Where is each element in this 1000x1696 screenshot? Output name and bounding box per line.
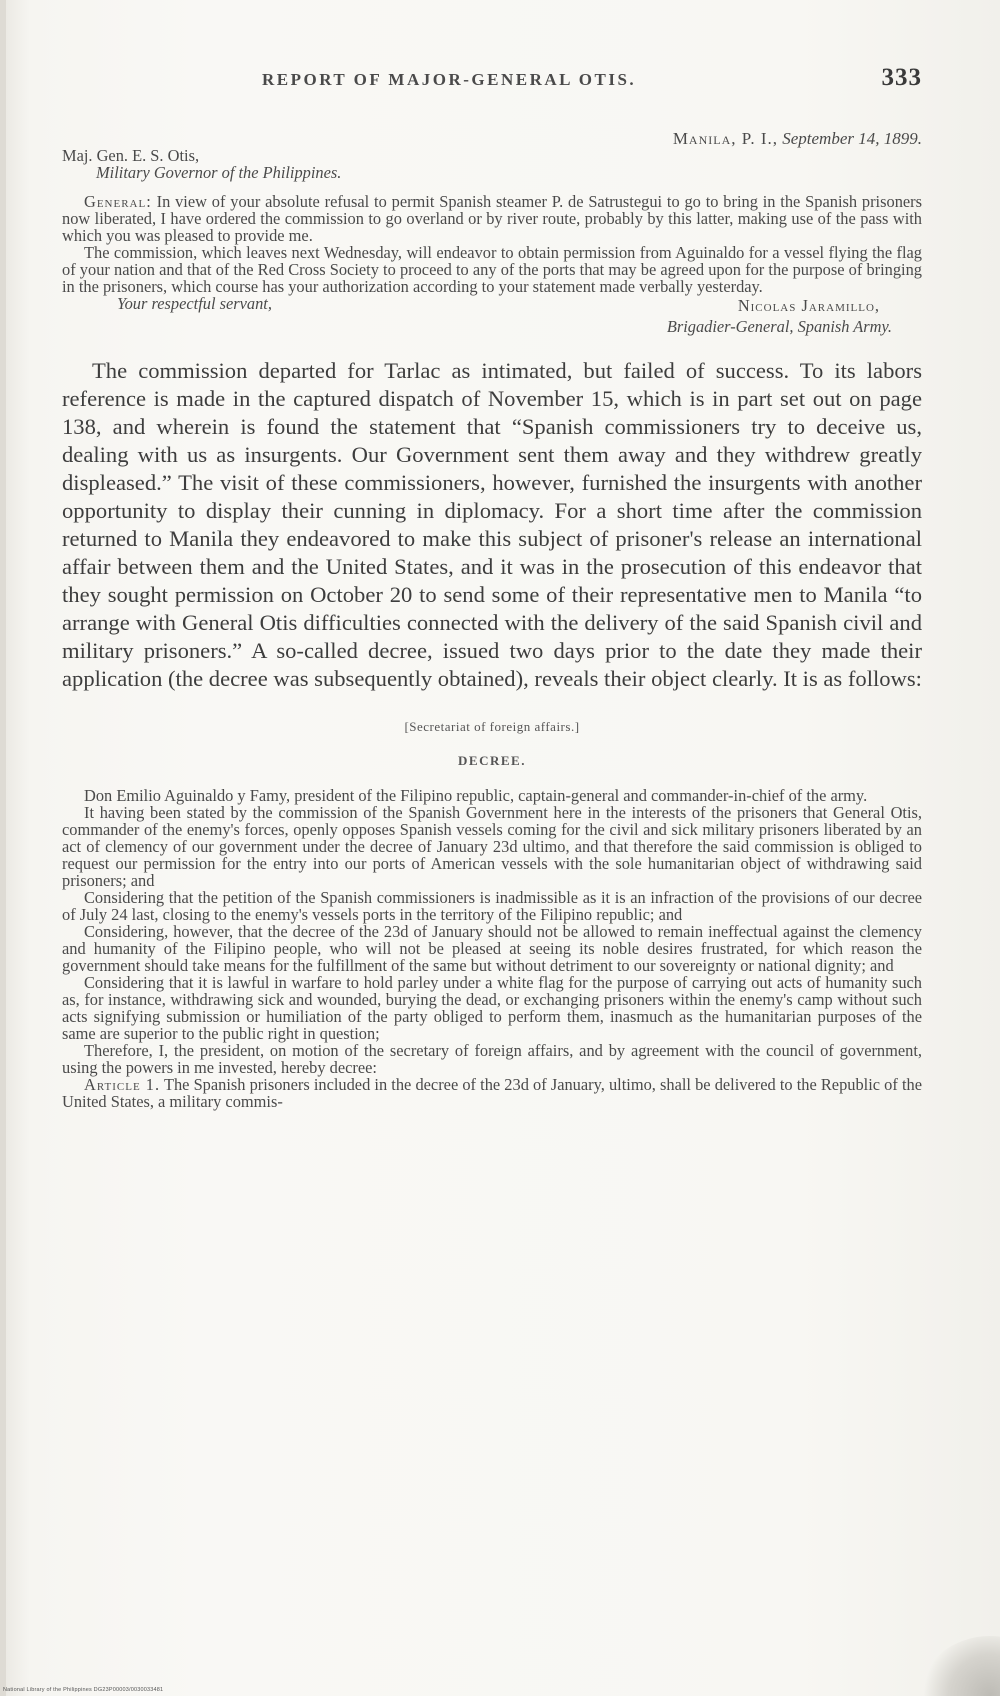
signer-title: Brigadier-General, Spanish Army. (666, 317, 892, 336)
decree-clause-1: It having been stated by the commission of the Spanish Government here in the interests of the prisoners that General Otis, commander of the enemy's forces, openly opposes Spanish vessels coming for the civil and sick military prisoners liberated by an act of clemency of our government under the decree of January 23d ultimo, and that therefore the said commission is obliged to request our permission for the entry into our ports of American vessels with the sole humanitarian object of withdrawing said prisoners; and (62, 803, 922, 890)
corner-shadow (920, 1636, 1000, 1696)
letter-closing: Your respectful servant, (117, 294, 272, 313)
page-content (62, 64, 922, 1110)
decree-intro: Don Emilio Aguinaldo y Famy, president of the Filipino republic, captain-general and commander-in-chief of the army. (84, 786, 868, 805)
decree-title: DECREE. (458, 753, 526, 768)
article-text: The Spanish prisoners included in the decree of the 23d of January, ultimo, shall be delivered to the Republic of the United States, a military commis- (62, 1075, 922, 1111)
salutation: General: (84, 192, 152, 211)
letter-signature (667, 295, 892, 337)
letter-paragraph-1 (62, 193, 922, 244)
decree-clause-2: Considering that the petition of the Spanish commissioners is inadmissible as it is an infraction of the provisions of our decree of July 24 last, closing to the enemy's vessels ports in the territory of the Filipino republic; and (62, 888, 922, 924)
letter-closing-row (62, 295, 922, 335)
addressee-name: Maj. Gen. E. S. Otis, (62, 146, 200, 165)
decree-clause-5: Therefore, I, the president, on motion of the secretary of foreign affairs, and by agreement with the council of government, using the powers in me invested, hereby decree: (62, 1041, 922, 1077)
library-stamp: National Library of the Philippines DG23P00003/0030033481 (3, 1687, 164, 1693)
addressee-title: Military Governor of the Philippines. (96, 163, 342, 182)
letter-addressee (62, 147, 922, 181)
decree-clause-3: Considering, however, that the decree of the 23d of January should not be allowed to remain ineffectual against the clemency and humanity of the Filipino people, who will not be pleased at seeing its noble desires frustrated, for which reason the government should take means for the fulfillment of the same but without detriment to our sovereignty or national dignity; and (62, 922, 922, 975)
narrative-paragraph: The commission departed for Tarlac as intimated, but failed of success. To its labors reference is made in the captured dispatch of November 15, which is in part set out on page 138, and wherein is found the statement that “Spanish commissioners try to deceive us, dealing with us as insurgents. Our Government sent them away and they withdrew greatly displeased.” The visit of these commissioners, however, furnished the insurgents with another opportunity to display their cunning in diplomacy. For a short time after the commission returned to Manila they endeavored to make this subject of prisoner's release an international affair between them and the United States, and it was in the prosecution of this endeavor that they sought permission on October 20 to send some of their representative men to Manila “to arrange with General Otis difficulties connected with the delivery of the said Spanish civil and military prisoners.” A so-called decree, issued two days prior to the date they made their application (the decree was subsequently obtained), reveals their object clearly. It is as follows: (62, 358, 922, 691)
decree-clause-4: Considering that it is lawful in warfare to hold parley under a white flag for the purpose of carrying out acts of humanity such as, for instance, withdrawing sick and wounded, burying the dead, or exchanging prisoners within the enemy's camp without such acts signifying submission or humiliation of the party obliged to perform them, inasmuch as the humanitarian purposes of the same are superior to the public right in question; (62, 973, 922, 1043)
signer-name: Nicolas Jaramillo, (737, 296, 880, 315)
article-label: Article 1. (84, 1075, 161, 1094)
letter (62, 130, 922, 335)
letter-dateline (62, 130, 922, 147)
narrative (62, 357, 922, 693)
running-head: REPORT OF MAJOR-GENERAL OTIS. (262, 70, 637, 89)
letter-body (62, 193, 922, 295)
decree-article-1 (62, 1076, 922, 1110)
letter-paragraph-2: The commission, which leaves next Wednesday, will endeavor to obtain permission from Aguinaldo for a vessel flying the flag of your nation and that of the Red Cross Society to proceed to any of the ports that may be agreed upon for the purpose of bringing in the prisoners, which course has your authorization according to your statement made verbally yesterday. (62, 243, 922, 296)
dateline-place: Manila, P. I., (672, 129, 778, 148)
decree-source-note: [Secretariat of foreign affairs.] (404, 719, 580, 734)
decree-body (62, 787, 922, 1110)
page-edge-shadow (0, 0, 6, 1696)
letter-paragraph-1-text: In view of your absolute refusal to permit Spanish steamer P. de Satrustegui to go to bring in the Spanish prisoners now liberated, I have ordered the commission to go overland or by river route, probably by this latter, making use of the pass with which you was pleased to provide me. (62, 192, 922, 245)
page-header (62, 64, 922, 100)
dateline-date: September 14, 1899. (782, 129, 922, 148)
page-number: 333 (881, 64, 922, 91)
